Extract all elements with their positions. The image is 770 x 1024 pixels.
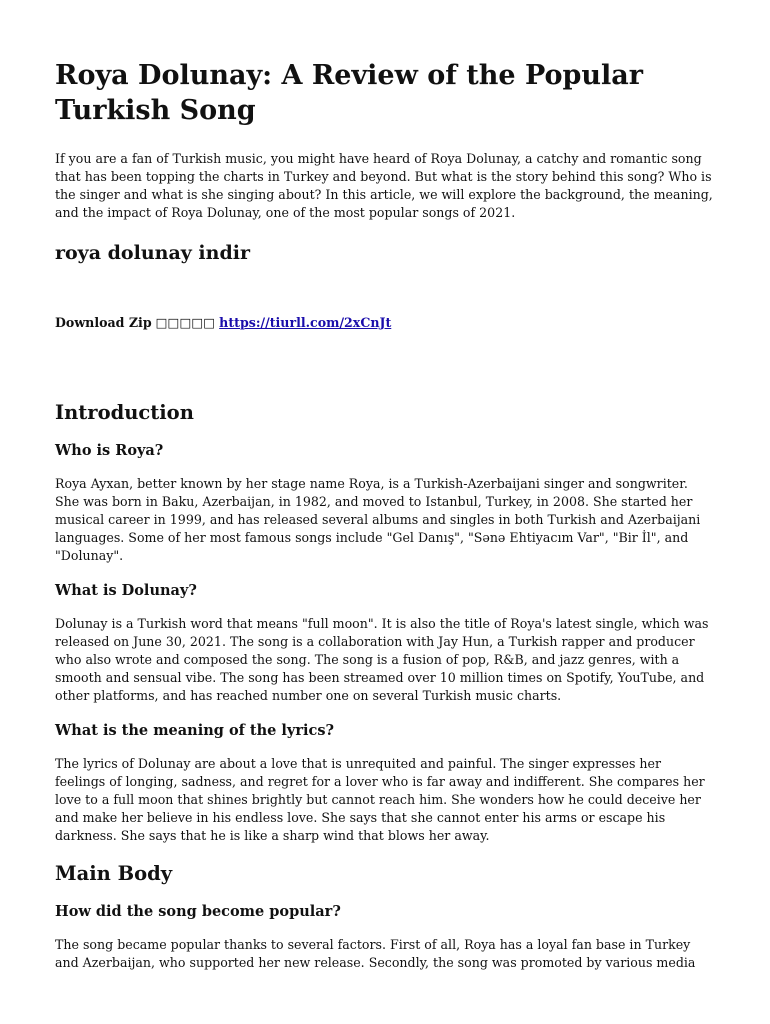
popular-heading: How did the song become popular? bbox=[55, 903, 341, 920]
introduction-heading: Introduction bbox=[55, 401, 194, 424]
who-paragraph: Roya Ayxan, better known by her stage name Roya, is a Turkish-Azerbaijani singer and songwriter. She was born in Baku, Azerbaijan, in 1982, and moved to Istanbul, Turkey, in 2008. She started her musical career in 1999, and has released several albums and singles in both Turkish and Azerbaijani languages. Some of her most famous songs include "Gel Danış", "Sənə Ehtiyacım Var", "Bir İl", and "Dolunay". bbox=[55, 476, 701, 563]
main-body-heading: Main Body bbox=[55, 862, 173, 885]
download-label: Download Zip bbox=[55, 315, 152, 330]
what-heading: What is Dolunay? bbox=[55, 582, 197, 599]
download-link[interactable]: https://tiurll.com/2xCnJt bbox=[219, 315, 392, 330]
download-line bbox=[55, 314, 715, 332]
what-paragraph: Dolunay is a Turkish word that means "full moon". It is also the title of Roya's latest single, which was released on June 30, 2021. The song is a collaboration with Jay Hun, a Turkish rapper and producer who also wrote and composed the song. The song is a fusion of pop, R&B, and jazz genres, with a smooth and sensual vibe. The song has been streamed over 10 million times on Spotify, YouTube, and other platforms, and has reached number one on several Turkish music charts. bbox=[55, 616, 709, 703]
keyword-heading: roya dolunay indir bbox=[55, 242, 250, 264]
who-heading: Who is Roya? bbox=[55, 442, 164, 459]
meaning-paragraph: The lyrics of Dolunay are about a love that is unrequited and painful. The singer expresses her feelings of longing, sadness, and regret for a lover who is far away and indifferent. She compares her love to a full moon that shines brightly but cannot reach him. She wonders how he could deceive her and make her believe in his endless love. She says that she cannot enter his arms or escape his darkness. She says that he is like a sharp wind that blows her away. bbox=[55, 756, 705, 843]
popular-paragraph: The song became popular thanks to several factors. First of all, Roya has a loyal fan base in Turkey and Azerbaijan, who supported her new release. Secondly, the song was promoted by various media bbox=[55, 937, 696, 970]
article-title: Roya Dolunay: A Review of the Popular Turkish Song bbox=[55, 60, 644, 126]
meaning-heading: What is the meaning of the lyrics? bbox=[55, 722, 334, 739]
intro-paragraph: If you are a fan of Turkish music, you might have heard of Roya Dolunay, a catchy and romantic song that has been topping the charts in Turkey and beyond. But what is the story behind this song? Who is the singer and what is she singing about? In this article, we will explore the background, the meaning, and the impact of Roya Dolunay, one of the most popular songs of 2021. bbox=[55, 151, 713, 220]
download-glyphs: □□□□□ bbox=[155, 315, 216, 330]
